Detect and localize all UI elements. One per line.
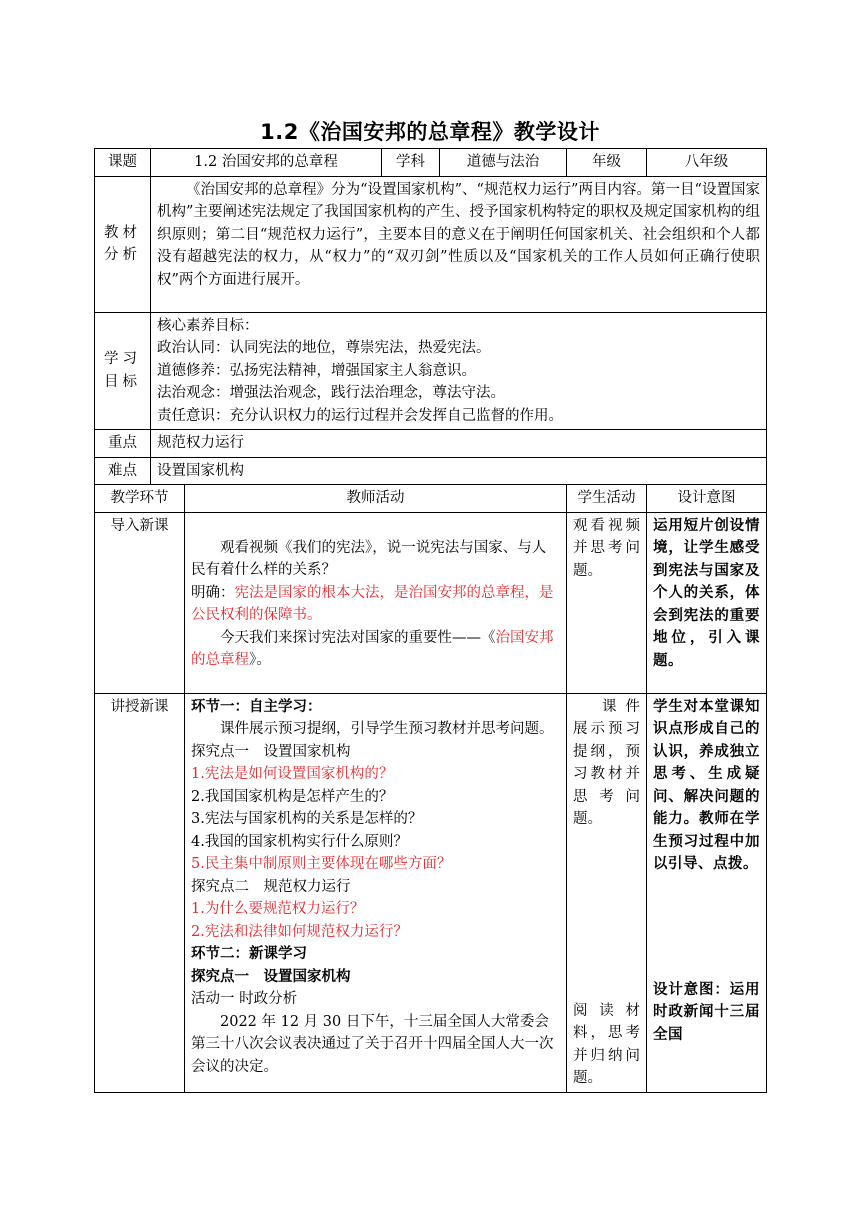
explore-point-2: 探究点二 规范权力运行 (191, 878, 351, 895)
objective-line: 道德修养：弘扬宪法精神，增强国家主人翁意识。 (157, 362, 476, 379)
intro-teacher-p3-red: 治国安邦的总章程 (191, 629, 554, 668)
textbook-analysis-label: 教材分析 (95, 176, 151, 312)
col-teacher: 教师活动 (185, 485, 567, 513)
objective-line: 责任意识：充分认识权力的运行过程并会发挥自己监督的作用。 (157, 407, 563, 424)
col-intent: 设计意图 (647, 485, 767, 513)
intro-teacher-p3-prefix: 今天我们来探讨宪法对国家的重要性——《 (220, 629, 496, 646)
column-header-row (95, 485, 767, 513)
question-4: 4.我国的国家机构实行什么原则？ (191, 833, 408, 850)
col-stage: 教学环节 (95, 485, 185, 513)
grade-label: 年级 (567, 149, 647, 177)
lesson-plan-table (94, 148, 767, 1093)
intro-student: 观看视频并思考问题。 (567, 512, 647, 693)
question-1: 1.宪法是如何设置国家机构的？ (191, 766, 394, 782)
grade-value: 八年级 (647, 149, 767, 177)
section1-text: 课件展示预习提纲，引导学生预习教材并思考问题。 (220, 721, 554, 737)
objectives-label: 学习目标 (95, 312, 151, 430)
news-text: 2022 年 12 月 30 日下午，十三届全国人大常委会第三十八次会议表决通过了关于召开十四届全国人大一次会议的决定。 (191, 1013, 554, 1075)
subject-label: 学科 (382, 149, 440, 177)
header-row (95, 149, 767, 177)
document-title: 1.2《治国安邦的总章程》教学设计 (260, 120, 600, 144)
lecture-student-1: 课件展示预习提纲，预习教材并思考问题。 (573, 698, 641, 827)
difficulty-label: 难点 (95, 457, 151, 485)
objective-line: 法治观念：增强法治观念，践行法治理念，尊法守法。 (157, 385, 505, 401)
explore-point-1: 探究点一 设置国家机构 (191, 743, 351, 760)
intro-teacher-p3-suffix: 》。 (249, 652, 271, 668)
question-6: 1.为什么要规范权力运行？ (191, 901, 365, 917)
lecture-intent (647, 693, 767, 1092)
key-point-label: 重点 (95, 430, 151, 458)
subject-value: 道德与法治 (440, 149, 567, 177)
lecture-row (95, 693, 767, 1092)
difficulty-row (95, 457, 767, 485)
intro-teacher-p2 (191, 582, 560, 627)
lecture-intent-2: 设计意图：运用时政新闻十三届全国 (653, 981, 761, 1043)
activity-1: 活动一 时政分析 (191, 991, 298, 1007)
objective-line: 政治认同：认同宪法的地位，尊崇宪法，热爱宪法。 (157, 340, 491, 356)
intro-row (95, 512, 767, 693)
objective-line: 核心素养目标： (157, 317, 259, 334)
intro-intent: 运用短片创设情境，让学生感受到宪法与国家及个人的关系，体会到宪法的重要地位，引入课题。 (647, 512, 767, 693)
section2-point: 探究点一 设置国家机构 (191, 968, 351, 985)
lecture-stage: 讲授新课 (95, 693, 185, 1092)
intro-teacher-p1: 观看视频《我们的宪法》，说一说宪法与国家、与人民有着什么样的关系？ (191, 539, 547, 578)
intro-teacher (185, 512, 567, 693)
section1-title: 环节一：自主学习： (191, 698, 322, 715)
question-3: 3.宪法与国家机构的关系是怎样的？ (191, 811, 423, 827)
intro-stage: 导入新课 (95, 512, 185, 693)
lecture-student-2: 阅读材料，思考并归纳问题。 (573, 1002, 641, 1086)
course-value: 1.2 治国安邦的总章程 (151, 149, 382, 177)
key-point-value: 规范权力运行 (151, 430, 767, 458)
col-student: 学生活动 (567, 485, 647, 513)
key-point-row (95, 430, 767, 458)
lecture-teacher (185, 693, 567, 1092)
intro-teacher-p2-prefix: 明确： (191, 584, 235, 601)
question-7: 2.宪法和法律如何规范权力运行？ (191, 923, 408, 940)
lecture-intent-1: 学生对本堂课知识点形成自己的认识，养成独立思考、生成疑问、解决问题的能力。教师在学生预习过程中加以引导、点拨。 (653, 698, 761, 872)
objectives-row (95, 312, 767, 430)
objectives-content (151, 312, 767, 430)
question-5: 5.民主集中制原则主要体现在哪些方面？ (191, 856, 452, 872)
lecture-student (567, 693, 647, 1092)
course-label: 课题 (95, 149, 151, 177)
textbook-analysis-text: 《治国安邦的总章程》分为“设置国家机构”、“规范权力运行”两目内容。第一目“设置国家机构”主要阐述宪法规定了我国国家机构的产生、授予国家机构特定的职权及规定国家机构的组织原则；第二目“规范权力运行”，主要本目的意义在于阐明任何国家机关、社会组织和个人都没有超越宪法的权力，从“权力”的“双刃剑”性质以及“国家机关的工作人员如何正确行使职权”两个方面进行展开。 (151, 176, 767, 312)
intro-teacher-p2-red: 宪法是国家的根本大法，是治国安邦的总章程，是公民权利的保障书。 (191, 584, 554, 623)
difficulty-value: 设置国家机构 (151, 457, 767, 485)
section2-title: 环节二：新课学习 (191, 946, 307, 962)
textbook-analysis-row (95, 176, 767, 312)
question-2: 2.我国国家机构是怎样产生的？ (191, 788, 394, 805)
intro-teacher-p3 (191, 627, 560, 672)
